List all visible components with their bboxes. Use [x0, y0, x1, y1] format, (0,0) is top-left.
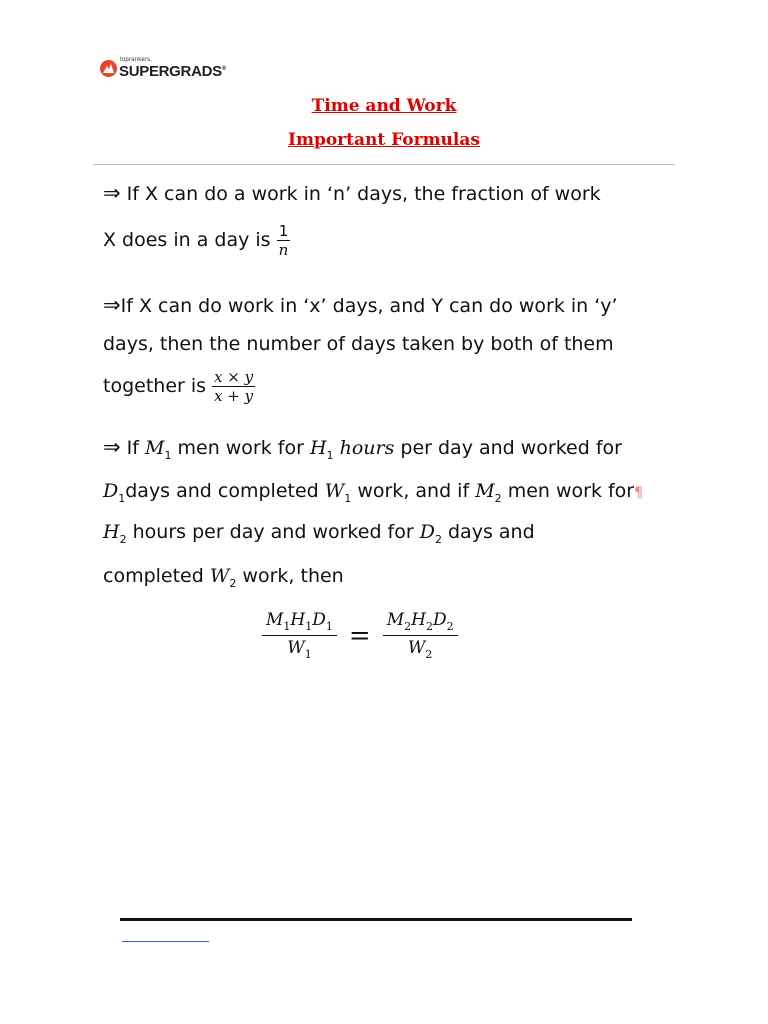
formula-1-line-2: X does in a day is $\frac{1}{n}$	[103, 222, 289, 259]
pilcrow-mark-icon: ¶	[634, 485, 644, 501]
logo-small-text: toprankers.	[120, 57, 153, 63]
equals-sign: =	[348, 620, 371, 651]
page-title: Time and Work	[311, 96, 457, 116]
fraction-1-over-n: $\frac{1}{n}$	[278, 222, 289, 259]
header-divider	[93, 164, 675, 165]
fraction-xy-over-sum: $\frac{x \times y}{x + y}$	[214, 368, 254, 405]
formula-3-line-1: ⇒ If $M_1$ men work for $H_1$ hours per day and worked for	[103, 435, 622, 462]
logo-big-text: SUPERGRADS®	[119, 63, 226, 80]
work-equation	[262, 608, 458, 663]
formula-2-line-3: together is $\frac{x \times y}{x + y}$	[103, 368, 254, 405]
formula-2-line-2: days, then the number of days taken by both of them	[103, 333, 614, 355]
page-subtitle: Important Formulas	[288, 130, 480, 150]
footer-divider	[120, 918, 632, 921]
implies-arrow-icon: ⇒	[103, 181, 121, 205]
formula-3-line-2: $D_1days$ and completed $W_1$ work, and if $M_2$ men work for¶	[103, 480, 644, 505]
formula-1-line-1: ⇒ If X can do a work in ‘n’ days, the fraction of work	[103, 181, 601, 205]
footer-link[interactable]	[122, 941, 209, 942]
implies-arrow-icon: ⇒	[103, 293, 121, 317]
formula-2-line-1: ⇒If X can do work in ‘x’ days, and Y can do work in ‘y’	[103, 293, 618, 317]
rhs-fraction: $\frac{M_2H_2D_2}{W_2}$	[383, 608, 458, 663]
formula-3-line-4: completed $W_2$ work, then	[103, 565, 344, 590]
formula-3-line-3: $H_2$ hours per day and worked for $D_2$ days and	[103, 521, 535, 546]
lhs-fraction: $\frac{M_1H_1D_1}{W_1}$	[262, 608, 337, 663]
implies-arrow-icon: ⇒	[103, 435, 121, 459]
logo-mark-icon	[100, 60, 117, 77]
